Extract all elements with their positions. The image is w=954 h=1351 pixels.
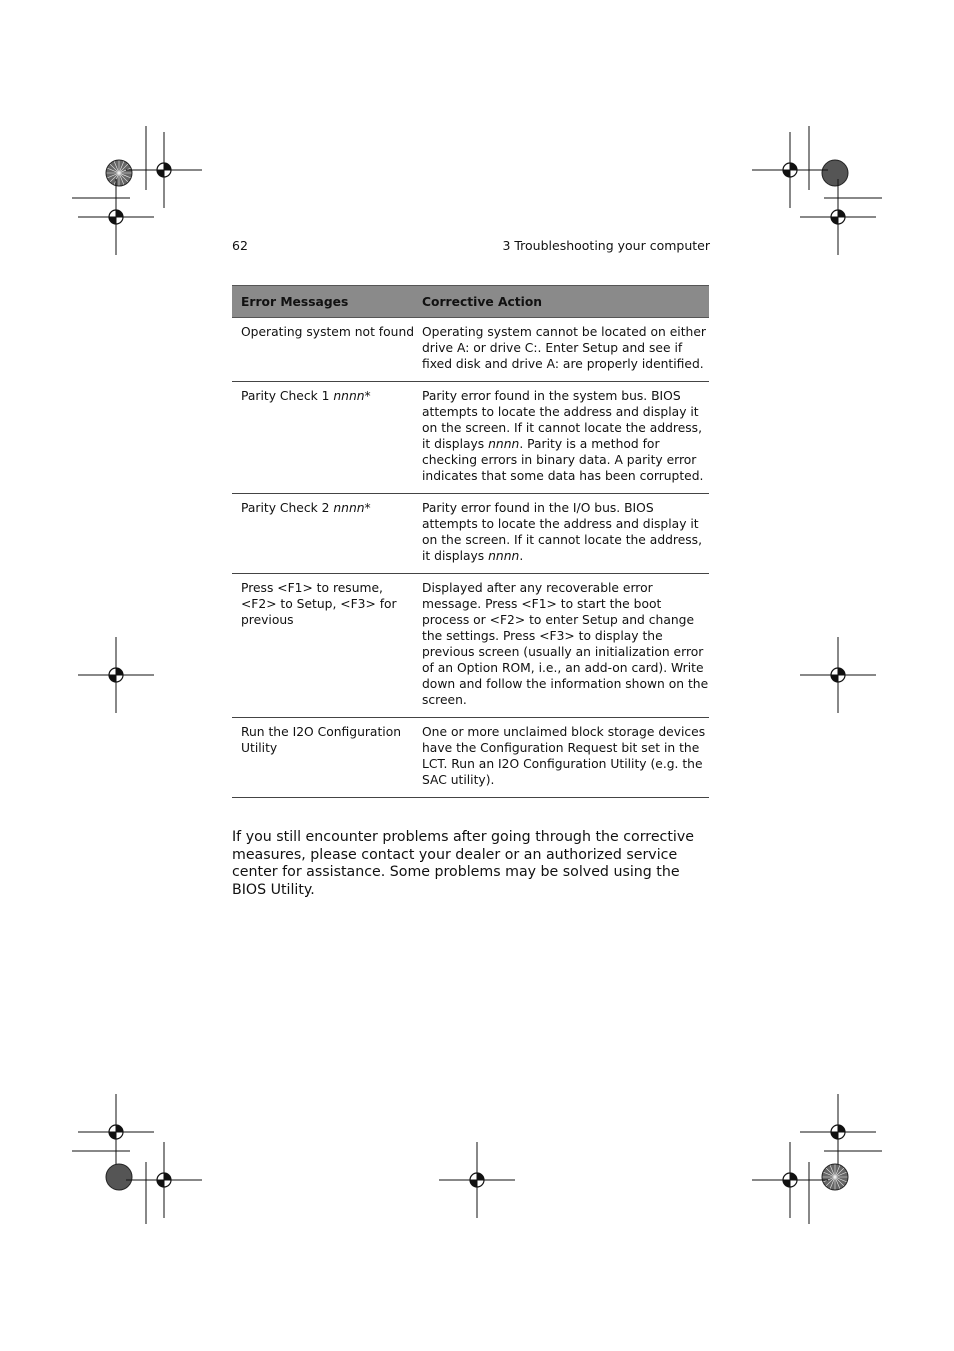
table-row [232, 494, 709, 574]
error-message-cell [232, 324, 422, 372]
error-message-cell [232, 500, 422, 564]
corrective-action-text: Parity error found in the system bus. BIOS attempts to locate the address and display it on the screen. If it cannot locate the address, it displays [422, 389, 703, 451]
corrective-action-cell [422, 580, 709, 708]
corrective-action-text: . [519, 549, 524, 563]
table-row [232, 718, 709, 798]
error-message-text: Run the I2O Configuration Utility [241, 725, 402, 755]
corrective-action-text: nnnn [488, 437, 520, 451]
column-header-error-messages: Error Messages [241, 294, 349, 309]
error-message-cell [232, 580, 422, 708]
error-messages-table [232, 285, 709, 798]
closing-paragraph: If you still encounter problems after going through the corrective measures, please contact your dealer or an authorized service center for assistance. Some problems may be solved using the BIOS Utility. [232, 829, 694, 898]
table-row [232, 574, 709, 718]
table-row [232, 318, 709, 382]
corrective-action-cell [422, 388, 709, 484]
column-header-corrective-action: Corrective Action [422, 294, 543, 309]
error-message-text: Parity Check 2 [241, 501, 334, 515]
corrective-action-text: One or more unclaimed block storage devices have the Configuration Request bit set in the LCT. Run an I2O Configuration Utility (e.g. the SAC utility). [422, 725, 706, 787]
corrective-action-cell [422, 724, 709, 788]
error-message-cell [232, 388, 422, 484]
corrective-action-text: Parity error found in the I/O bus. BIOS attempts to locate the address and display it on the screen. If it cannot locate the address, it displays [422, 501, 703, 563]
error-message-cell [232, 724, 422, 788]
error-message-text: Parity Check 1 [241, 389, 334, 403]
table-body [232, 318, 709, 798]
table-row [232, 382, 709, 494]
chapter-title: 3 Troubleshooting your computer [502, 238, 710, 253]
corrective-action-cell [422, 500, 709, 564]
corrective-action-text: Operating system cannot be located on either drive A: or drive C:. Enter Setup and see if fixed disk and drive A: are properly identified. [422, 325, 706, 371]
error-message-variable: nnnn* [333, 389, 371, 403]
error-message-variable: nnnn* [333, 501, 371, 515]
corrective-action-text: . Parity is a method for checking errors in binary data. A parity error indicates that some data has been corrupted. [422, 437, 704, 483]
error-message-text: Press <F1> to resume, <F2> to Setup, <F3> for previous [241, 581, 397, 627]
error-message-text: Operating system not found [241, 325, 415, 339]
corrective-action-text: nnnn [488, 549, 520, 563]
corrective-action-text: Displayed after any recoverable error message. Press <F1> to start the boot process or <F2> to enter Setup and change the settings. Press <F3> to display the previous screen (usually an initialization error of an Option ROM, i.e., an add-on card). Write down and follow the information shown on the screen. [422, 581, 709, 707]
corrective-action-cell [422, 324, 709, 372]
page-number: 62 [232, 238, 248, 253]
table-header [232, 285, 709, 318]
